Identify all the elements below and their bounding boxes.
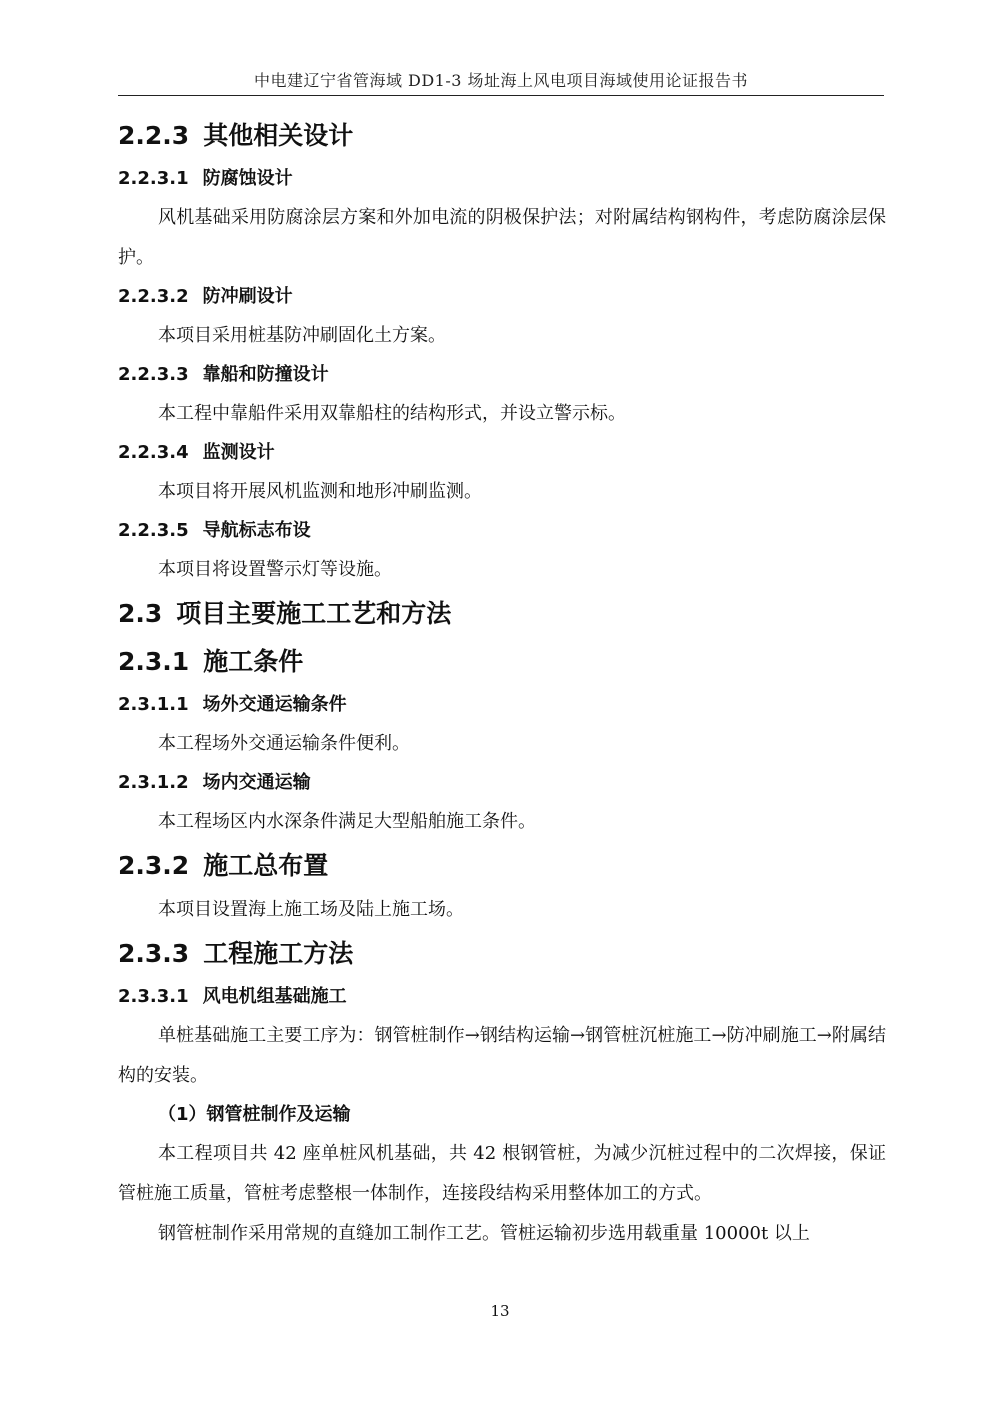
section-heading-2-3-1: 2.3.1 施工条件 xyxy=(118,647,304,676)
paragraph-navigation-marks: 本项目将设置警示灯等设施。 xyxy=(158,559,392,580)
page-number: 13 xyxy=(490,1302,510,1320)
section-heading-2-2-3-1: 2.2.3.1 防腐蚀设计 xyxy=(118,168,293,189)
section-heading-2-2-3-5: 2.2.3.5 导航标志布设 xyxy=(118,520,311,541)
section-heading-2-2-3-4: 2.2.3.4 监测设计 xyxy=(118,442,275,463)
paragraph-external-transport: 本工程场外交通运输条件便利。 xyxy=(158,733,410,754)
header-divider xyxy=(118,95,884,96)
paragraph-internal-transport: 本工程场区内水深条件满足大型船舶施工条件。 xyxy=(158,811,536,832)
paragraph-anticorrosion: 风机基础采用防腐涂层方案和外加电流的阴极保护法；对附属结构钢构件，考虑防腐涂层保护。 xyxy=(118,207,886,268)
paragraph-monitoring: 本项目将开展风机监测和地形冲刷监测。 xyxy=(158,481,482,502)
paragraph-monopile-procedure: 单桩基础施工主要工序为：钢管桩制作→钢结构运输→钢管桩沉桩施工→防冲刷施工→附属结构的安装。 xyxy=(118,1025,886,1086)
section-heading-2-2-3-2: 2.2.3.2 防冲刷设计 xyxy=(118,286,293,307)
paragraph-pile-count: 本工程项目共 42 座单桩风机基础，共 42 根钢管桩，为减少沉桩过程中的二次焊接，保证管桩施工质量，管桩考虑整根一体制作，连接段结构采用整体加工的方式。 xyxy=(118,1143,886,1204)
section-heading-2-3-1-1: 2.3.1.1 场外交通运输条件 xyxy=(118,694,347,715)
section-heading-2-3-3-1: 2.3.3.1 风电机组基础施工 xyxy=(118,986,347,1007)
subheading-steel-pipe-pile: （1）钢管桩制作及运输 xyxy=(158,1104,351,1125)
section-heading-2-3-1-2: 2.3.1.2 场内交通运输 xyxy=(118,772,311,793)
page-content xyxy=(118,112,886,1254)
section-heading-2-2-3: 2.2.3 其他相关设计 xyxy=(118,121,354,150)
paragraph-berthing: 本工程中靠船件采用双靠船柱的结构形式，并设立警示标。 xyxy=(158,403,626,424)
section-heading-2-3: 2.3 项目主要施工工艺和方法 xyxy=(118,599,452,628)
paragraph-pile-fabrication: 钢管桩制作采用常规的直缝加工制作工艺。管桩运输初步选用载重量 10000t 以上 xyxy=(158,1223,810,1244)
section-heading-2-2-3-3: 2.2.3.3 靠船和防撞设计 xyxy=(118,364,329,385)
paragraph-anti-scour: 本项目采用桩基防冲刷固化土方案。 xyxy=(158,325,446,346)
paragraph-site-layout: 本项目设置海上施工场及陆上施工场。 xyxy=(158,899,464,920)
section-heading-2-3-2: 2.3.2 施工总布置 xyxy=(118,851,329,880)
section-heading-2-3-3: 2.3.3 工程施工方法 xyxy=(118,939,354,968)
running-header: 中电建辽宁省管海域 DD1-3 场址海上风电项目海域使用论证报告书 xyxy=(253,71,749,90)
